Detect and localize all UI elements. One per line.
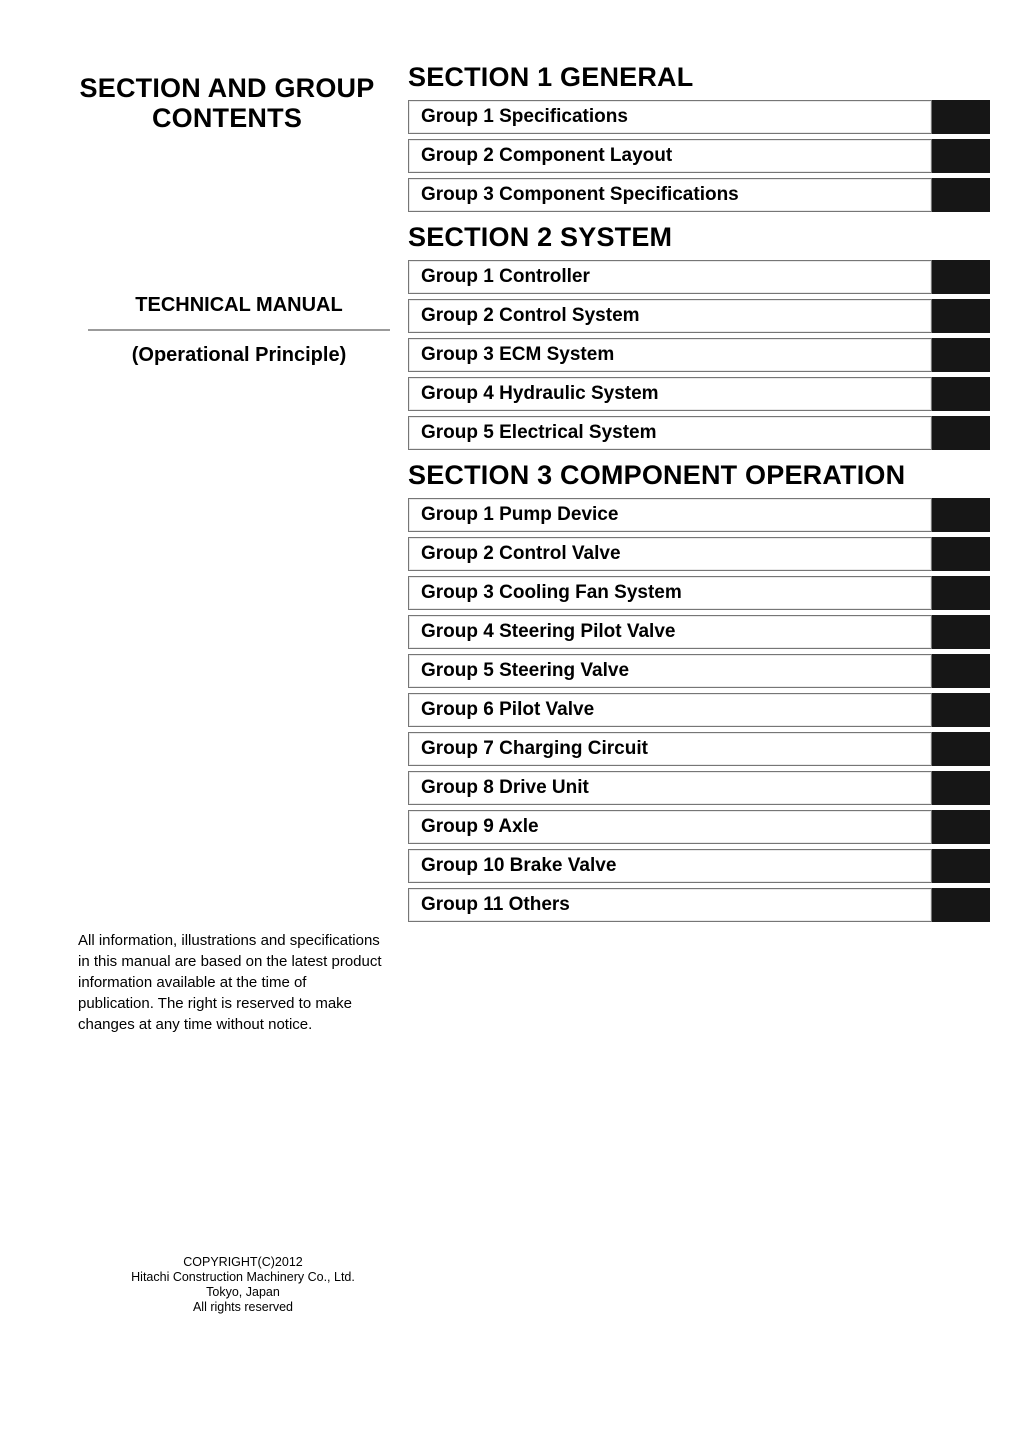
section-title: SECTION 2 SYSTEM [408, 222, 673, 253]
group-row [408, 810, 990, 844]
group-row [408, 338, 990, 372]
section-tab-marker [932, 139, 990, 173]
section-tab-marker [932, 178, 990, 212]
group-label: Group 1 Specifications [408, 100, 932, 134]
section-title: SECTION 1 GENERAL [408, 62, 694, 92]
group-row [408, 178, 990, 212]
section-tab-marker [932, 338, 990, 372]
group-row [408, 615, 990, 649]
group-label: Group 9 Axle [408, 810, 932, 844]
section-tab-marker [932, 732, 990, 766]
section-tab-marker [932, 810, 990, 844]
divider-line [88, 329, 390, 331]
group-label: Group 2 Control System [408, 299, 932, 333]
group-label: Group 1 Controller [408, 260, 932, 294]
group-row [408, 888, 990, 922]
group-label: Group 5 Electrical System [408, 416, 932, 450]
section-tab-marker [932, 888, 990, 922]
group-row [408, 732, 990, 766]
group-label: Group 5 Steering Valve [408, 654, 932, 688]
section-tab-marker [932, 100, 990, 134]
group-row [408, 260, 990, 294]
group-label: Group 2 Component Layout [408, 139, 932, 173]
group-row [408, 849, 990, 883]
group-row [408, 693, 990, 727]
group-row [408, 416, 990, 450]
copyright-block [78, 1255, 408, 1315]
copyright-line: COPYRIGHT(C)2012 [183, 1255, 303, 1269]
manual-title-block [88, 294, 390, 367]
section-tab-marker [932, 537, 990, 571]
manual-title: TECHNICAL MANUAL [135, 294, 343, 316]
disclaimer-text: All information, illustrations and specifications in this manual are based on the latest product information available at the time of publication. The right is reserved to make changes at any time without notice. [78, 932, 382, 1033]
sections [408, 62, 990, 927]
group-row [408, 771, 990, 805]
group-label: Group 7 Charging Circuit [408, 732, 932, 766]
section-title: SECTION 3 COMPONENT OPERATION [408, 460, 906, 491]
group-label: Group 1 Pump Device [408, 498, 932, 532]
copyright-line: Hitachi Construction Machinery Co., Ltd. [131, 1270, 355, 1284]
group-label: Group 3 Component Specifications [408, 178, 932, 212]
group-label: Group 3 ECM System [408, 338, 932, 372]
section-tab-marker [932, 416, 990, 450]
section-tab-marker [932, 377, 990, 411]
group-label: Group 11 Others [408, 888, 932, 922]
group-label: Group 4 Steering Pilot Valve [408, 615, 932, 649]
group-label: Group 2 Control Valve [408, 537, 932, 571]
section-tab-marker [932, 498, 990, 532]
group-label: Group 4 Hydraulic System [408, 377, 932, 411]
group-row [408, 139, 990, 173]
group-row [408, 100, 990, 134]
manual-subtitle: (Operational Principle) [131, 344, 347, 366]
section-tab-marker [932, 576, 990, 610]
contents-title: SECTION AND GROUP CONTENTS [79, 73, 375, 133]
group-row [408, 498, 990, 532]
group-label: Group 6 Pilot Valve [408, 693, 932, 727]
group-label: Group 8 Drive Unit [408, 771, 932, 805]
group-row [408, 576, 990, 610]
section-tab-marker [932, 771, 990, 805]
section-tab-marker [932, 654, 990, 688]
group-row [408, 377, 990, 411]
group-row [408, 654, 990, 688]
group-label: Group 10 Brake Valve [408, 849, 932, 883]
section-tab-marker [932, 299, 990, 333]
section-tab-marker [932, 615, 990, 649]
section-tab-marker [932, 849, 990, 883]
copyright-line: Tokyo, Japan [206, 1285, 280, 1299]
copyright-line: All rights reserved [192, 1300, 294, 1314]
section-tab-marker [932, 693, 990, 727]
section-tab-marker [932, 260, 990, 294]
group-label: Group 3 Cooling Fan System [408, 576, 932, 610]
group-row [408, 299, 990, 333]
group-row [408, 537, 990, 571]
